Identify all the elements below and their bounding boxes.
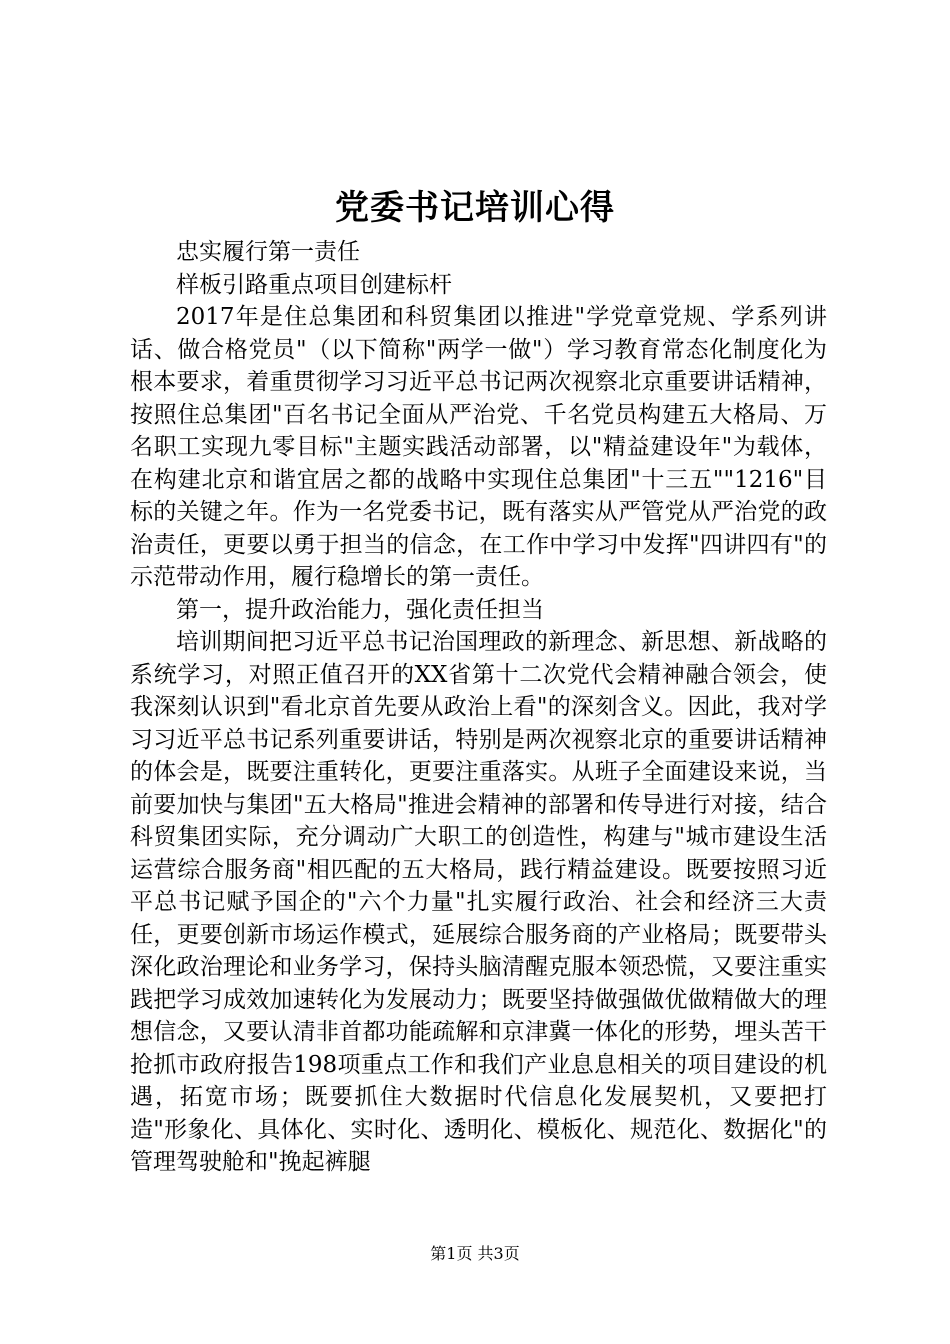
paragraph-intro: 2017年是住总集团和科贸集团以推进"学党章党规、学系列讲话、做合格党员"（以下简称"两学一做"）学习教育常态化制度化为根本要求，着重贯彻学习习近平总书记两次视察北京重要讲话精神，按照住总集团"百名书记全面从严治党、千名党员构建五大格局、万名职工实现九零目标"主题实践活动部署，以"精益建设年"为载体，在构建北京和谐宜居之都的战略中实现住总集团"十三五""1216"目标的关键之年。作为一名党委书记，既有落实从严管党从严治党的政治责任，更要以勇于担当的信念，在工作中学习中发挥"四讲四有"的示范带动作用，履行稳增长的第一责任。 xyxy=(130,304,827,590)
document-body xyxy=(130,236,827,1179)
paragraph-section-heading: 第一，提升政治能力，强化责任担当 xyxy=(176,596,544,623)
document-title: 党委书记培训心得 xyxy=(335,188,615,228)
paragraph-heading-2: 样板引路重点项目创建标杆 xyxy=(176,271,452,298)
page-footer: 第1页 共3页 xyxy=(430,1244,520,1263)
paragraph-section-body: 培训期间把习近平总书记治国理政的新理念、新思想、新战略的系统学习，对照正值召开的XX省第十二次党代会精神融合领会，使我深刻认识到"看北京首先要从政治上看"的深刻含义。因此，我对学习习近平总书记系列重要讲话，特别是两次视察北京的重要讲话精神的体会是，既要注重转化，更要注重落实。从班子全面建设来说，当前要加快与集团"五大格局"推进会精神的部署和传导进行对接，结合科贸集团实际，充分调动广大职工的创造性，构建与"城市建设生活运营综合服务商"相匹配的五大格局，践行精益建设。既要按照习近平总书记赋予国企的"六个力量"扎实履行政治、社会和经济三大责任，更要创新市场运作模式，延展综合服务商的产业格局；既要带头深化政治理论和业务学习，保持头脑清醒克服本领恐慌，又要注重实践把学习成效加速转化为发展动力；既要坚持做强做优做精做大的理想信念，又要认清非首都功能疏解和京津冀一体化的形势，埋头苦干抢抓市政府报告198项重点工作和我们产业息息相关的项目建设的机遇，拓宽市场；既要抓住大数据时代信息化发展契机，又要把打造"形象化、具体化、实时化、透明化、模板化、规范化、数据化"的管理驾驶舱和"挽起裤腿 xyxy=(130,629,827,1175)
paragraph-heading-1: 忠实履行第一责任 xyxy=(176,239,360,265)
